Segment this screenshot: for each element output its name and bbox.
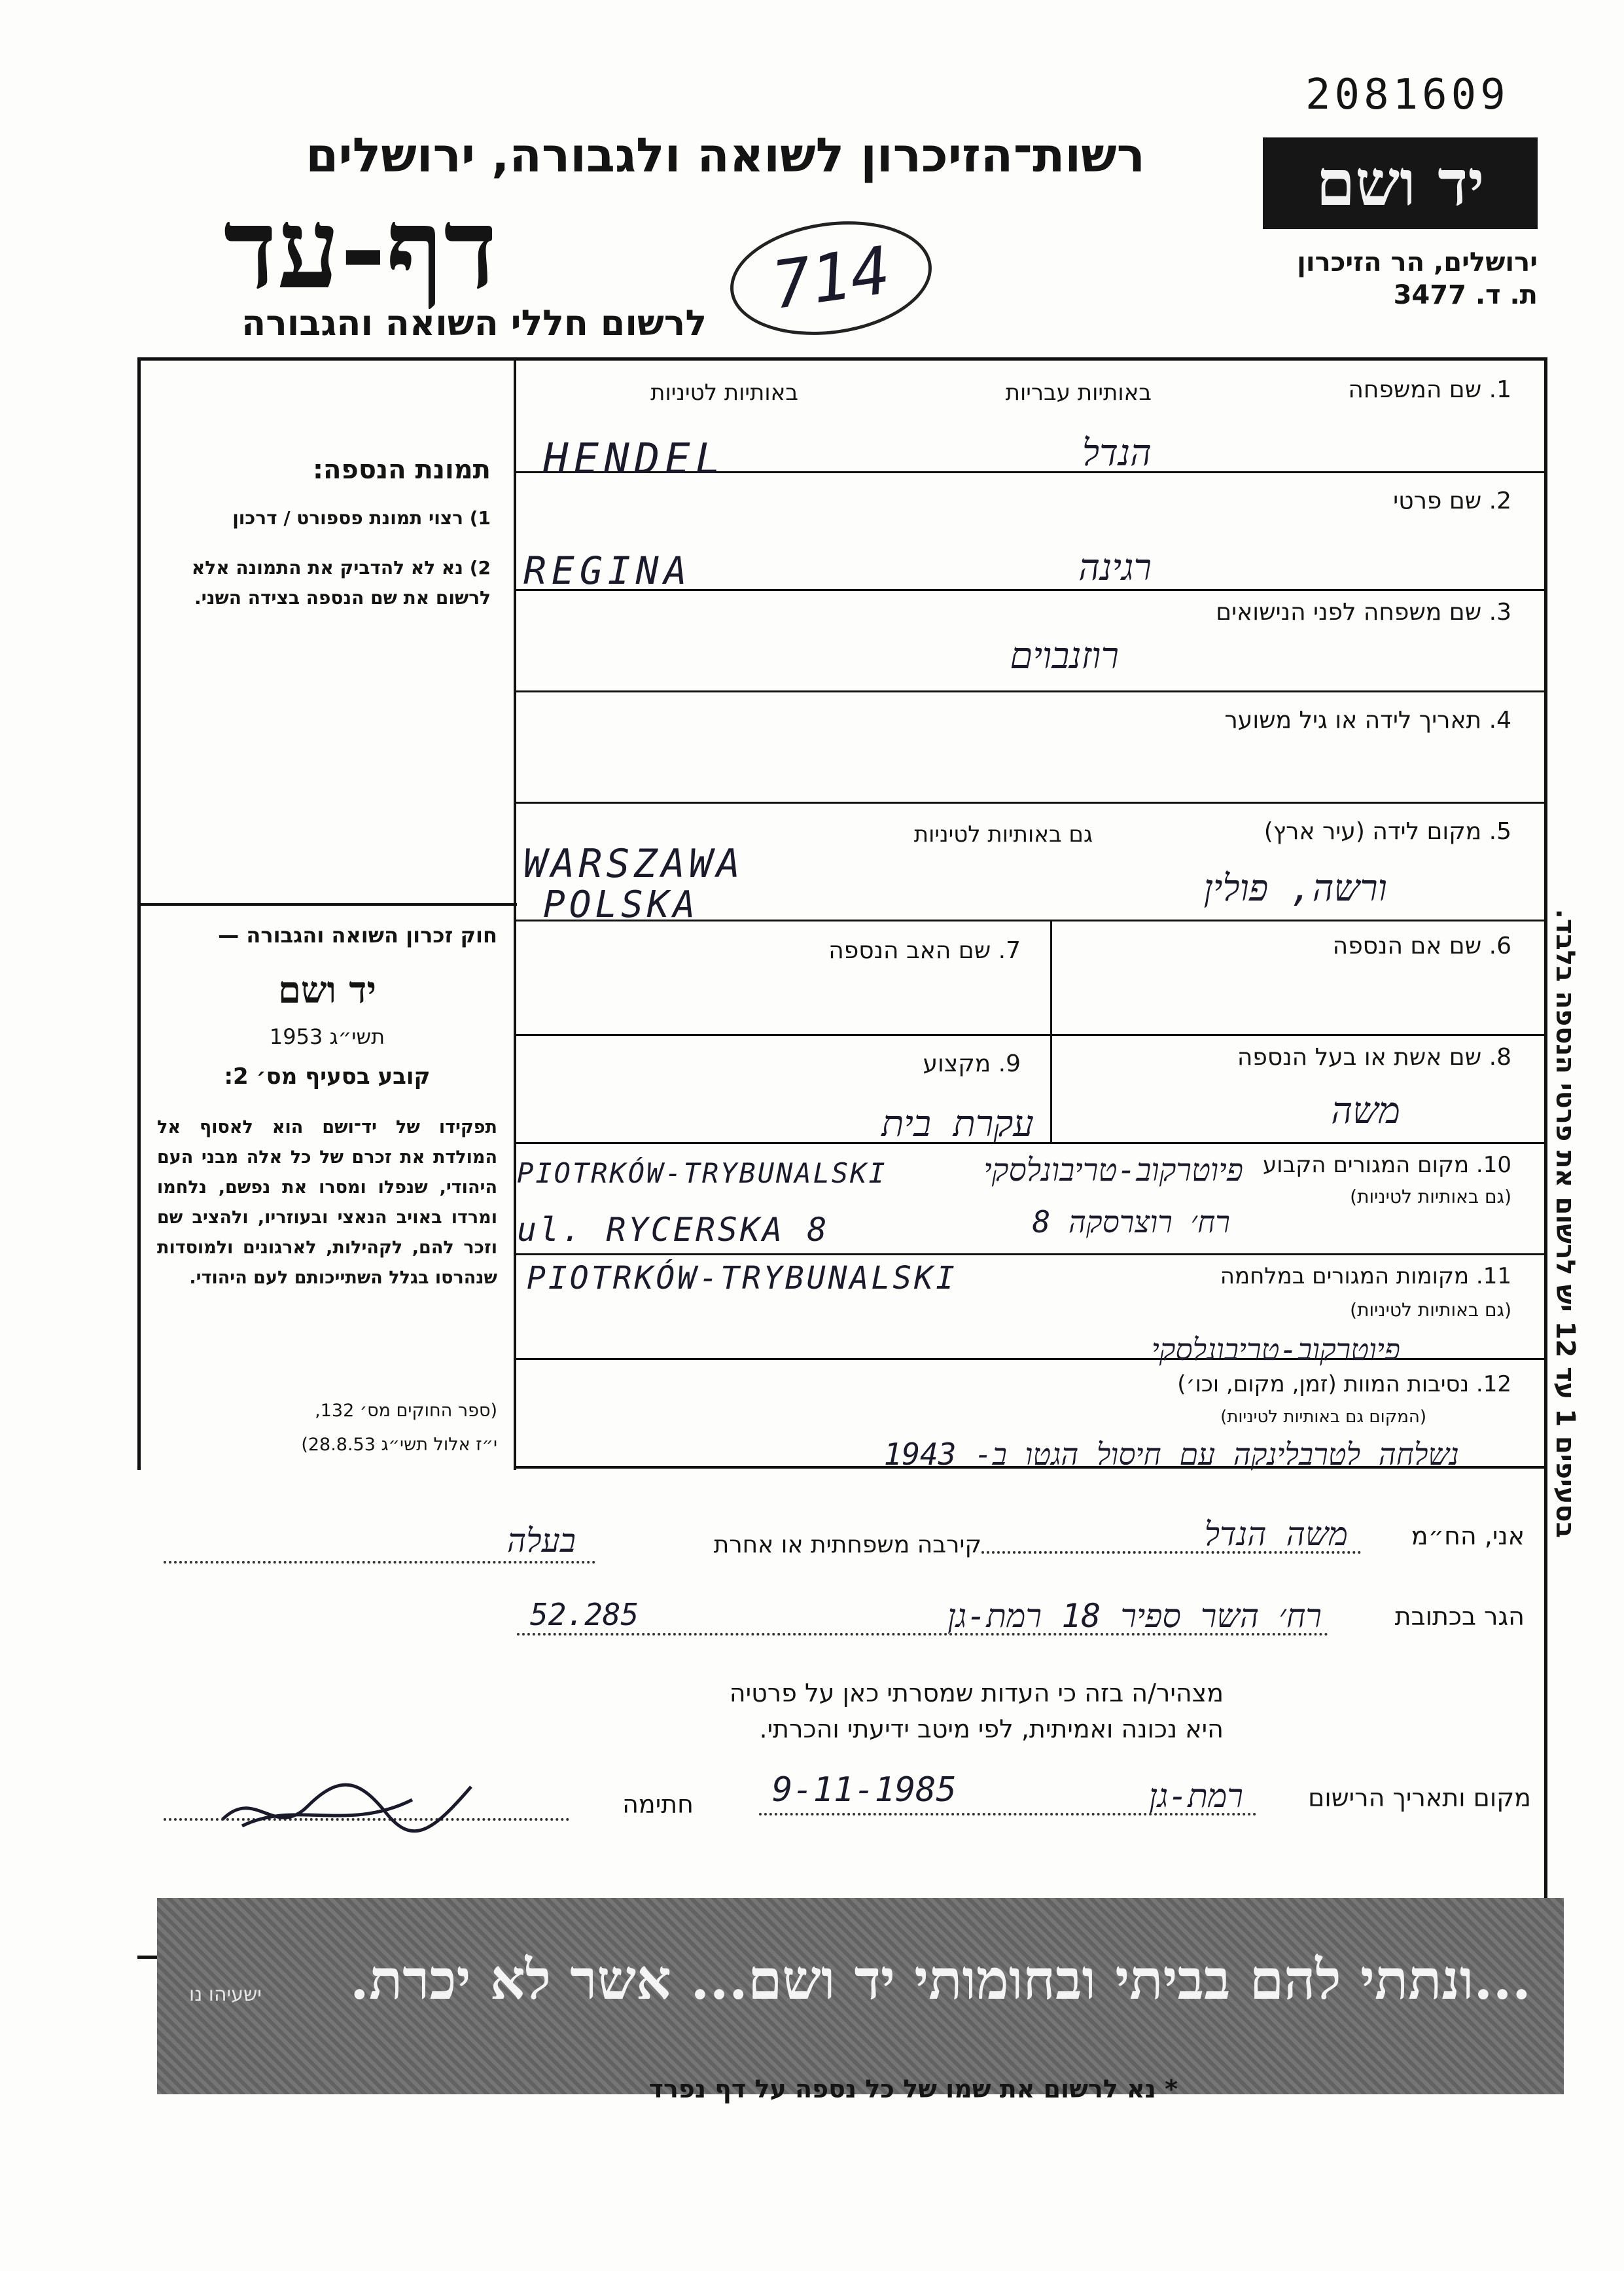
address-label: הגר בכתובת (1394, 1602, 1525, 1631)
field-2-hebrew-value[interactable]: רגינה (1078, 546, 1152, 589)
field-1-hebrew-value[interactable]: הנדל (1082, 432, 1152, 474)
field-2-latin-value[interactable]: REGINA (523, 548, 692, 593)
col-hebrew-header: באותיות עבריות (1005, 380, 1152, 406)
place-value[interactable]: רמת-גן (1148, 1777, 1243, 1815)
field-4-label: 4. תאריך לידה או גיל משוער (1224, 707, 1511, 734)
col-latin-header: באותיות לטיניות (650, 380, 798, 406)
law-body: תפקידו של יד־ושם הוא לאסוף אל המולדת את זכרם של כל אלה מבני העם היהודי, שנפלו ומסרו את נפשם, נלחמו ומרדו באויב הנאצי ובעוזריו, ולהציב שם וזכר להם, לקהילות, לארגונים ולמוסדות שנהרסו בגלל השתייכותם לעם היהודי. (157, 1117, 497, 1288)
field-1-label: 1. שם המשפחה (1348, 376, 1511, 403)
relation-value[interactable]: בעלה (506, 1522, 576, 1560)
address-value[interactable]: רח׳ השר ספיר 18 רמת-גן (947, 1597, 1322, 1635)
address-line-1: ירושלים, הר הזיכרון (1297, 247, 1538, 277)
law-ref-1: (ספר החוקים מס׳ 132, (315, 1401, 497, 1421)
place-date-label: מקום ותאריך הרישום (1308, 1783, 1531, 1812)
field-6-label: 6. שם אם הנספה (1332, 933, 1511, 959)
field-12-label: 12. נסיבות המוות (זמן, מקום, וכו׳) (1177, 1371, 1511, 1397)
relation-underline (164, 1561, 595, 1564)
field-11-latin-value[interactable]: PIOTRKÓW-TRYBUNALSKI (527, 1260, 957, 1296)
yad-vashem-logo (1263, 137, 1538, 229)
address-line-2: ת. ד. 3477 (1393, 280, 1538, 310)
lower-left-box-divider (137, 903, 517, 906)
stamp-number-text: 714 (767, 232, 895, 325)
field-5-latin-city[interactable]: WARSZAWA (523, 841, 744, 887)
photo-box-item-2: 2) נא לא להדביק את התמונה אלא לרשום את שם הנספה בצידה השני. (191, 557, 491, 609)
law-year: תשי״ג 1953 (269, 1024, 385, 1049)
banner-source: ישעיהו נו (189, 1983, 262, 2006)
law-title: חוק זכרון השואה והגבורה — (218, 923, 497, 948)
field-5-hebrew-value[interactable]: ורשה, פולין (1203, 867, 1387, 910)
field-1-latin-value[interactable]: HENDEL (543, 435, 726, 484)
row-sep-6 (514, 1034, 1547, 1036)
zip-value[interactable]: 52.285 (530, 1597, 639, 1632)
field-8-value[interactable]: משה (1331, 1090, 1400, 1132)
frame-top (137, 357, 1547, 361)
field-3-hebrew-value[interactable]: רוזנבוים (1010, 635, 1119, 677)
mid-col-divider (1050, 920, 1052, 1142)
footer-note: * נא לרשום את שמו של כל נספה על דף נפרד (648, 2075, 1178, 2103)
row-sep-8 (514, 1253, 1547, 1255)
field-3-label: 3. שם משפחה לפני הנישואים (1216, 599, 1511, 626)
law-name: יד ושם (277, 969, 377, 1012)
field-11-label: 11. מקומות המגורים במלחמה (1220, 1263, 1511, 1289)
handwritten-stamp-number (723, 209, 940, 347)
field-10-label: 10. מקום המגורים הקבוע (1262, 1152, 1511, 1178)
field-10-hebrew-value[interactable]: פיוטרקוב-טריבונלסקי (983, 1152, 1243, 1189)
field-5-label: 5. מקום לידה (עיר ארץ) (1263, 818, 1511, 845)
frame-left (137, 357, 141, 1470)
field-11-hebrew-value[interactable]: פיוטרקוב-טריבונלסקי (1151, 1332, 1400, 1367)
statement-line-2: היא נכונה ואמיתית, לפי מיטב ידיעתי והכרתי. (759, 1715, 1224, 1743)
side-note: בסעיפים 1 עד 12 יש לרשום את פרטי הנספה בלבד. (1550, 908, 1580, 1538)
field-8-label: 8. שם אשת או בעל הנספה (1237, 1044, 1511, 1071)
field-7-label: 7. שם האב הנספה (828, 937, 1021, 964)
form-subtitle: לרשום חללי השואה והגבורה (241, 302, 707, 344)
law-ref-2: י״ז אלול תשי״ג 28.8.53) (301, 1435, 497, 1455)
statement-line-1: מצהיר/ה בזה כי העדות שמסרתי כאן על פרטיה (729, 1679, 1224, 1708)
declarant-label: אני, הח״מ (1411, 1522, 1525, 1550)
logo-text: יד ושם (1316, 146, 1485, 220)
row-sep-3 (514, 690, 1547, 692)
relation-label: קירבה משפחתית או אחרת (713, 1531, 981, 1558)
field-9-value[interactable]: עקרת בית (881, 1103, 1034, 1145)
field-9-label: 9. מקצוע (923, 1050, 1021, 1077)
field-2-label: 2. שם פרטי (1393, 488, 1511, 514)
row-sep-4 (514, 802, 1547, 804)
field-5-also-latin: גם באותיות לטיניות (913, 821, 1093, 848)
document-number: 2081609 (1305, 71, 1509, 119)
column-divider (514, 357, 516, 1470)
field-10-latin-value[interactable]: PIOTRKÓW-TRYBUNALSKI (517, 1157, 887, 1189)
law-section: קובע בסעיף מס׳ 2: (224, 1064, 431, 1090)
quote-banner (157, 1898, 1564, 2094)
field-10-hebrew-street[interactable]: רח׳ רוצרסקה 8 (1032, 1204, 1230, 1240)
signature-scribble (216, 1761, 478, 1846)
frame-right (1544, 357, 1547, 1958)
photo-box-title: תמונת הנספה: (313, 455, 491, 485)
field-10-latin-street[interactable]: ul. RYCERSKA 8 (517, 1211, 830, 1249)
declarant-value[interactable]: משה הנדל (1204, 1515, 1348, 1553)
banner-quote: ...ונתתי להם בביתי ובחומותי יד ושם... אשר לא יכרת. (349, 1947, 1531, 2012)
form-title: דף-עד (223, 183, 497, 314)
authority-heading: רשות־הזיכרון לשואה ולגבורה, ירושלים (306, 128, 1145, 183)
field-12-value[interactable]: נשלחה לטרבלינקה עם חיסול הגטו ב- 1943 (883, 1437, 1459, 1472)
signature-label: חתימה (622, 1790, 694, 1819)
date-value[interactable]: 9-11-1985 (772, 1770, 957, 1810)
field-10-sublabel: (גם באותיות לטיניות) (1350, 1186, 1511, 1207)
photo-box-item-1: 1) רצוי תמונת פספורט / דרכון (232, 507, 491, 529)
field-12-sublabel: (המקום גם באותיות לטיניות) (1220, 1407, 1426, 1427)
field-11-sublabel: (גם באותיות לטיניות) (1350, 1299, 1511, 1321)
field-5-latin-country[interactable]: POLSKA (543, 884, 699, 926)
